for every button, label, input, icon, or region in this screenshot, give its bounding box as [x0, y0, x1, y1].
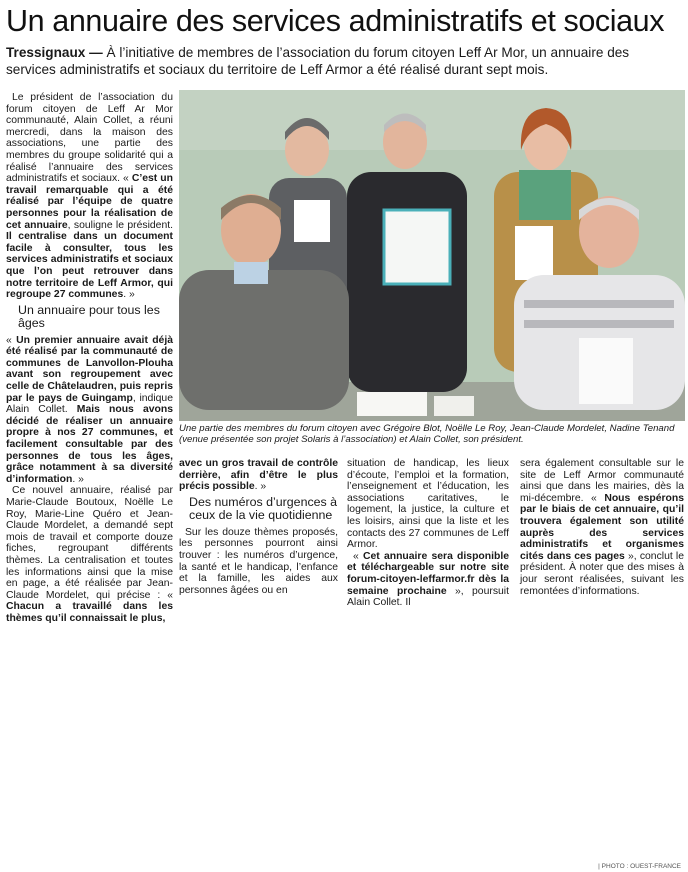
article-headline: Un annuaire des services administratifs et sociaux: [6, 4, 665, 38]
subheading: Des numéros d’urgences à ceux de la vie quotidienne: [189, 494, 338, 523]
paragraph: « Un premier annuaire avait déjà été réalisé par la communauté de communes de Lanvollon-Plouha avant son regroupement avec celle de Châtelaudren, puis repris par le pays de Guingamp, indique Alain Collet. Mais nous avons décidé de réaliser un annuaire propre à nos 27 communes, et facilement consultable par des personnes de tous les âges, grâce notamment à sa diversité d’information. »: [6, 334, 173, 485]
column-1: [6, 92, 173, 625]
article-intro: [6, 44, 682, 78]
column-4: [520, 458, 684, 597]
subheading: Un annuaire pour tous les âges: [18, 302, 160, 331]
paragraph: avec un gros travail de contrôle derrière, afin d’être le plus précis possible. »: [179, 458, 338, 493]
intro-text: À l’initiative de membres de l’association du forum citoyen Leff Ar Mor, un annuaire des services administratifs et sociaux du territoire de Leff Armor a été réalisé durant sept mois.: [6, 45, 630, 77]
article-photo: [179, 90, 685, 421]
paragraph: Ce nouvel annuaire, réalisé par Marie-Claude Boutoux, Noëlle Le Roy, Marie-Line Quéro et Jean-Claude Mordelet, a demandé sept mois de travail et comporte douze fiches, regroupant différents thèmes. La centralisation et toutes les informations ainsi que la mise en page, a été réalisée par Jean-Claude Mordelet, qui précise : « Chacun a travaillé dans les thèmes qu’il connaissait le plus,: [6, 485, 173, 624]
dateline: Tressignaux —: [6, 45, 103, 60]
paragraph: Sur les douze thèmes proposés, les personnes pourront ainsi trouver : les numéros d’urgence, la santé et le handicap, l’enfance et la famille, les aides aux personnes âgées ou en: [179, 526, 338, 596]
column-3: [347, 458, 509, 609]
group-photo-illustration: [179, 90, 685, 421]
paragraph: sera également consultable sur le site de Leff Armor communauté ainsi que dans les mairies, dès la mi-décembre. « Nous espérons par le biais de cet annuaire, qu’il trouvera également son utilité auprès des services administratifs et organismes cités dans ces pages », conclut le président. À noter que des mises à jour seront réalisées, suivant les remontées d’informations.: [520, 458, 684, 597]
photo-caption: Une partie des membres du forum citoyen avec Grégoire Blot, Noëlle Le Roy, Jean-Claude Mordelet, Nadine Tenand (venue présentée son projet Solaris à l’association) et Alain Collet, son président. | PHOTO : OUEST-FRANCE: [179, 423, 685, 446]
photo-credit: | PHOTO : OUEST-FRANCE: [598, 863, 681, 870]
paragraph: Le président de l’association du forum citoyen de Leff Ar Mor communauté, Alain Collet, a réuni mercredi, dans la maison des associations, une partie des membres du groupe solidarité qui a réalisé l’annuaire des services administratifs et sociaux. « C’est un travail remarquable qui a été réalisé par l’équipe de quatre personnes pour la réalisation de cet annuaire, souligne le président. Il centralise dans un document facile à consulter, tous les services administratifs et sociaux que l’on peut retrouver dans notre territoire de Leff Armor, qui regroupe 27 communes. »: [6, 92, 173, 301]
column-2: [179, 458, 338, 596]
paragraph: « Cet annuaire sera disponible et téléchargeable sur notre site forum-citoyen-leffarmor.fr dès la semaine prochaine », poursuit Alain Collet. Il: [347, 550, 510, 609]
paragraph: situation de handicap, les lieux d’écoute, l’emploi et la formation, l’enseignement et l’éducation, les associations caritatives, le logement, la justice, la culture et les loisirs, ainsi que la liste et les contacts des 27 communes de Leff Armor.: [347, 458, 509, 551]
